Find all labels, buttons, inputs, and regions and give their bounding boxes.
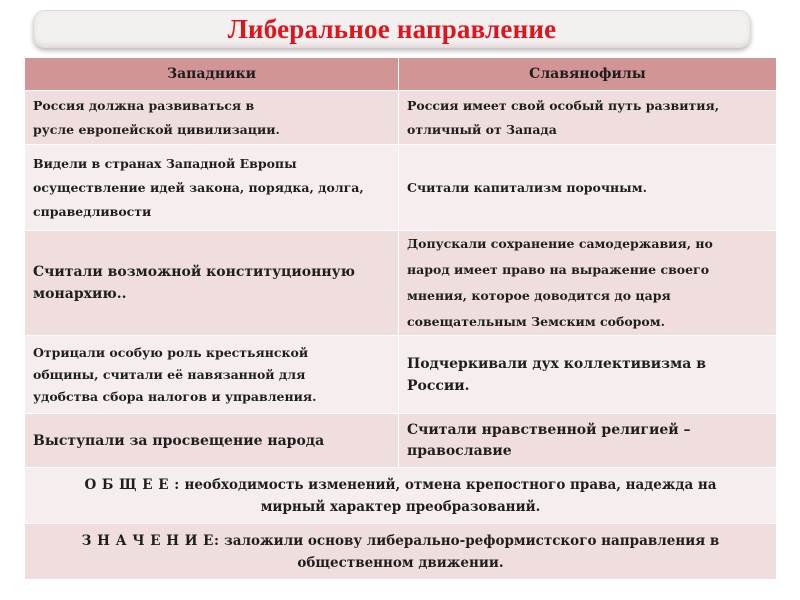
westernizers-cell bbox=[25, 336, 399, 414]
cell-line: общины, считали её навязанной для bbox=[33, 366, 306, 382]
cell-line: осуществление идей закона, порядка, долга, bbox=[33, 179, 364, 195]
cell-line: народ имеет право на выражение своего bbox=[407, 262, 710, 277]
cell-line: мнения, которое доводится до царя bbox=[407, 288, 671, 303]
cell-line: России. bbox=[407, 377, 470, 394]
westernizers-cell bbox=[25, 91, 399, 145]
cell-line: русле европейской цивилизации. bbox=[33, 121, 280, 137]
cell-line: справедливости bbox=[33, 203, 152, 219]
westernizers-cell bbox=[25, 145, 399, 231]
westernizers-cell bbox=[25, 231, 399, 336]
significance-line bbox=[33, 530, 768, 552]
cell-line: монархию.. bbox=[33, 286, 127, 302]
common-summary-row bbox=[25, 468, 777, 524]
slavophiles-cell bbox=[399, 145, 777, 231]
column-header-slavophiles: Славянофилы bbox=[399, 58, 777, 91]
significance-label: З Н А Ч Е Н И Е: bbox=[81, 532, 220, 549]
cell-line: Выступали за просвещение народа bbox=[33, 432, 325, 449]
table-row bbox=[25, 231, 777, 336]
significance-cell bbox=[25, 524, 777, 580]
common-summary-cell bbox=[25, 468, 777, 524]
table-row bbox=[25, 91, 777, 145]
cell-line: Отрицали особую роль крестьянской bbox=[33, 344, 309, 360]
westernizers-cell bbox=[25, 414, 399, 468]
cell-line: Подчеркивали дух коллективизма в bbox=[407, 355, 706, 372]
cell-line: Считали возможной конституционную bbox=[33, 264, 355, 280]
cell-line: Россия должна развиваться в bbox=[33, 97, 255, 113]
cell-line: Видели в странах Западной Европы bbox=[33, 155, 297, 171]
slavophiles-cell bbox=[399, 231, 777, 336]
table-header-row bbox=[25, 58, 777, 91]
page-title: Либеральное направление bbox=[227, 13, 557, 44]
cell-line: отличный от Запада bbox=[407, 121, 557, 137]
significance-text: заложили основу либерально-реформистского направления в bbox=[219, 532, 720, 549]
column-header-westernizers: Западники bbox=[25, 58, 399, 91]
cell-line: Россия имеет свой особый путь развития, bbox=[407, 97, 720, 113]
common-text: необходимость изменений, отмена крепостного права, надежда на bbox=[179, 476, 717, 493]
table-row bbox=[25, 336, 777, 414]
title-banner bbox=[33, 10, 751, 48]
significance-line: общественном движении. bbox=[297, 554, 504, 571]
table-row bbox=[25, 145, 777, 231]
cell-line: совещательным Земским собором. bbox=[407, 314, 665, 329]
cell-line: православие bbox=[407, 442, 512, 459]
slavophiles-cell bbox=[399, 336, 777, 414]
cell-line: Допускали сохранение самодержавия, но bbox=[407, 236, 713, 251]
common-label: О Б Щ Е Е : bbox=[84, 476, 180, 493]
slavophiles-cell bbox=[399, 414, 777, 468]
table-row bbox=[25, 414, 777, 468]
significance-row bbox=[25, 524, 777, 580]
cell-line: удобства сбора налогов и управления. bbox=[33, 388, 317, 404]
common-summary-line bbox=[33, 474, 768, 496]
cell-line: Считали капитализм порочным. bbox=[407, 179, 647, 195]
common-summary-line: мирный характер преобразований. bbox=[260, 498, 541, 515]
slavophiles-cell bbox=[399, 91, 777, 145]
comparison-table bbox=[24, 57, 777, 580]
cell-line: Считали нравственной религией – bbox=[407, 421, 691, 438]
